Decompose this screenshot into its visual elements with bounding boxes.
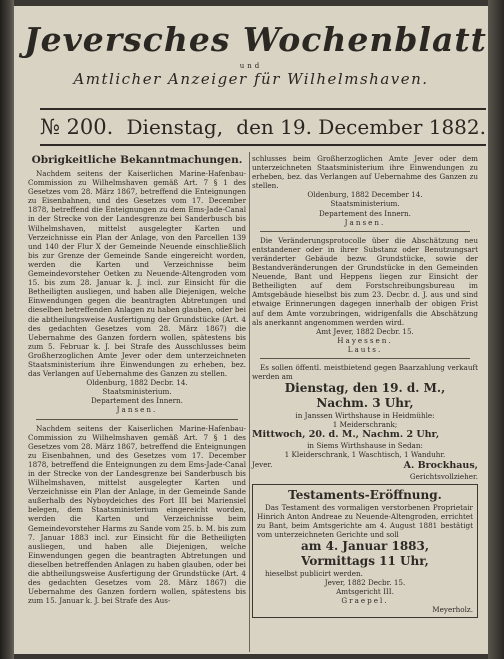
auction-footer (252, 460, 478, 472)
masthead-rule-top (40, 108, 486, 110)
separator (36, 419, 238, 420)
column-divider (249, 152, 250, 652)
testament-authority: Amtsgericht III. (336, 587, 394, 597)
separator (260, 358, 470, 359)
notice-signature: Lauts. (347, 344, 383, 354)
notice-place-date: Oldenburg, 1882 Decbr. 14. (86, 378, 188, 388)
notice-paragraph: schlusses beim Großherzoglichen Amte Jever oder dem unterzeichneten Staatsministerium ihre Einwendungen zu erheben, bez. das Verlangen auf Uebernahme des Ganzen zu stellen. (252, 154, 478, 191)
auction-item: 1 Meiderschrank; (332, 420, 398, 430)
auction-officer: A. Brockhaus, (403, 459, 478, 471)
newspaper-page (14, 6, 488, 654)
testament-heading: Testaments-Eröffnung. (288, 487, 442, 502)
notice-department: Departement des Innern. (91, 396, 183, 406)
notice-authority: Staatsministerium. (330, 199, 400, 209)
notice-authority: Staatsministerium. (102, 387, 172, 397)
testament-time: Vormittags 11 Uhr, (301, 554, 429, 568)
auction-place: Jever. (252, 459, 273, 469)
notice-paragraph: Nachdem seitens der Kaiserlichen Marine-Hafenbau-Commission zu Wilhelmshaven gemäß Art. 7 § 1 des Gesetzes vom 28. März 1867, betreffend die Enteignungen zu Eisenbahnen, und des Gesetzes vom 17. December 1878, betreffend die Enteignungen zu dem Ems-Jade-Canal in der Strecke von der Landesgrenze bei Sanderbusch bis Wilhelmshaven, mittelst ausgelegter Karten und Verzeichnisse ein Plan der Anlage, von den Parcellen 139 und 140 der Flur X der Gemeinde Neuende einschließlich bis zur Grenze der Gemeinde Sande eingereicht worden, werden die Karten und Verzeichnisse beim Gemeindevorsteher Oetken zu Neuende-Altengroden vom 15. bis zum 28. Januar k. J. incl. zur Einsicht für die Betheiligten ausliegen, und haben alle Diejenigen, welche Einwendungen gegen die beantragten Abtretungen und dieselben betreffenden Anlagen zu haben glauben, oder bei die abtheilungsweise Ausfertigung der Grundstücke (Art. 4 des gedachten Gesetzes vom 28. März 1867) die Uebernahme des Ganzen fordern wollen, spätestens bis zum 5. Februar k. J. bei Strafe des Ausschlusses beim Großherzoglichen Amte Jever oder dem unterzeichneten Staatsministerium ihre Einwendungen zu erheben, bez. das Verlangen auf Uebernahme des Ganzen zu stellen. (28, 169, 246, 379)
newspaper-subtitle: Amtlicher Anzeiger für Wilhelmshaven. (73, 70, 429, 88)
testament-date: am 4. Januar 1883, (300, 539, 430, 553)
notice-signature: Jansen. (116, 405, 158, 415)
section-heading: Obrigkeitliche Bekanntmachungen. (31, 154, 243, 166)
testament-tail: hieselbst publicirt werden. (265, 569, 363, 578)
auction-officer-role: Gerichtsvollzieher. (409, 471, 478, 481)
notice-department: Departement des Innern. (319, 208, 411, 218)
notice-place-date: Amt Jever, 1882 Decbr. 15. (316, 326, 414, 336)
issue-date: den 19. December 1882. (236, 115, 486, 139)
testament-place-date: Jever, 1882 Decbr. 15. (324, 578, 406, 588)
auction-date: Dienstag, den 19. d. M., (284, 381, 446, 396)
notice-signature: Jansen. (344, 217, 386, 227)
testament-box (252, 484, 478, 619)
auction-location: in Siems Wirthshause in Sedan: (307, 441, 423, 451)
testament-paragraph: Das Testament des vormaligen verstorbenen Proprietair Hinrich Anton Andreae zu Neuende-Altengroden, errichtet zu Bant, beim Amtsgerichte am 4. August 1881 bestätigt vom unterzeichneten Gerichte und soll (257, 502, 473, 539)
notice-paragraph: Nachdem seitens der Kaiserlichen Marine-Hafenbau-Commission zu Wilhelmshaven gemäß Art. 7 § 1 des Gesetzes vom 28. März 1867, betreffend die Enteignungen zu Eisenbahnen, und des Gesetzes vom 17. December 1878, betreffend die Enteignungen zu dem Ems-Jade-Canal in der Strecke von der Landesgrenze bei Sanderbusch bis Wilhelmshaven, mittelst ausgelegter Karten und Verzeichnisse ein Plan der Anlage, in der Gemeinde Sande außerhalb des Nyboydeiches des Fort III bei Mariensiel belegen, dem Staatsministerium eingereicht worden, werden die Karten und Verzeichnisse beim Gemeindevorsteher Harms zu Sande vom 25. b. M. bis zum 7. Januar 1883 incl. zur Einsicht für die Betheiligten ausliegen, und haben alle Diejenigen, welche Einwendungen gegen die beantragten Abtretungen und dieselben betreffenden Anlagen zu haben glauben, oder bei die abtheilungsweise Ausfertigung der Grundstücke (Art. 4 des gedachten Gesetzes vom 28. März 1867) die Uebernahme des Ganzen fordern wollen, spätestens bis zum 15. Januar k. J. bei Strafe des Aus- (28, 423, 246, 606)
notice-place-date: Oldenburg, 1882 December 14. (307, 190, 423, 200)
testament-signature: Graepel. (341, 596, 389, 606)
notice-signature: Hayessen. (337, 335, 393, 345)
issue-line (40, 112, 486, 142)
masthead-und: und (239, 62, 263, 70)
auction-time: Nachm. 3 Uhr, (316, 396, 414, 411)
separator (260, 231, 470, 232)
left-column (28, 154, 246, 605)
issue-weekday: Dienstag, (126, 115, 224, 139)
newspaper-title: Jeversches Wochenblatt (24, 20, 487, 59)
auction-intro: Es sollen öffentl. meistbietend gegen Baarzahlung verkauft werden am (252, 362, 478, 382)
masthead-rule-bottom (40, 144, 486, 146)
right-column (252, 154, 478, 621)
testament-name: Meyerholz. (432, 605, 473, 615)
auction-date: Mittwoch, 20. d. M., Nachm. 2 Uhr, (252, 429, 440, 441)
page-edge-shadow (488, 0, 504, 659)
notice-paragraph: Die Veränderungsprotocolle über die Abschätzung neu entstandener oder in ihrer Substanz oder Benutzungsart veränderter Gebäude bezw. Grundstücke, sowie der Bestandveränderungen der Grundstücke in den Gemeinden Neuende, Bant und Heppens liegen zur Einsicht der Betheiligten auf dem Forstschreibungsbureau im Amtsgebäude hieselbst bis zum 23. Decbr. d. J. aus und sind etwaige Erinnerungen dagegen innerhalb der obigen Frist auf dem Amte vorzubringen, widrigenfalls die Abschätzung als anerkannt angenommen werden wird. (252, 235, 478, 327)
masthead (24, 20, 487, 88)
book-spine (0, 0, 14, 659)
issue-number: № 200. (40, 115, 114, 139)
auction-location: in Janssen Wirthshause in Heidmühle: (295, 411, 435, 421)
auction-item: 1 Kleiderschrank, 1 Waschtisch, 1 Wanduhr. (284, 450, 446, 460)
